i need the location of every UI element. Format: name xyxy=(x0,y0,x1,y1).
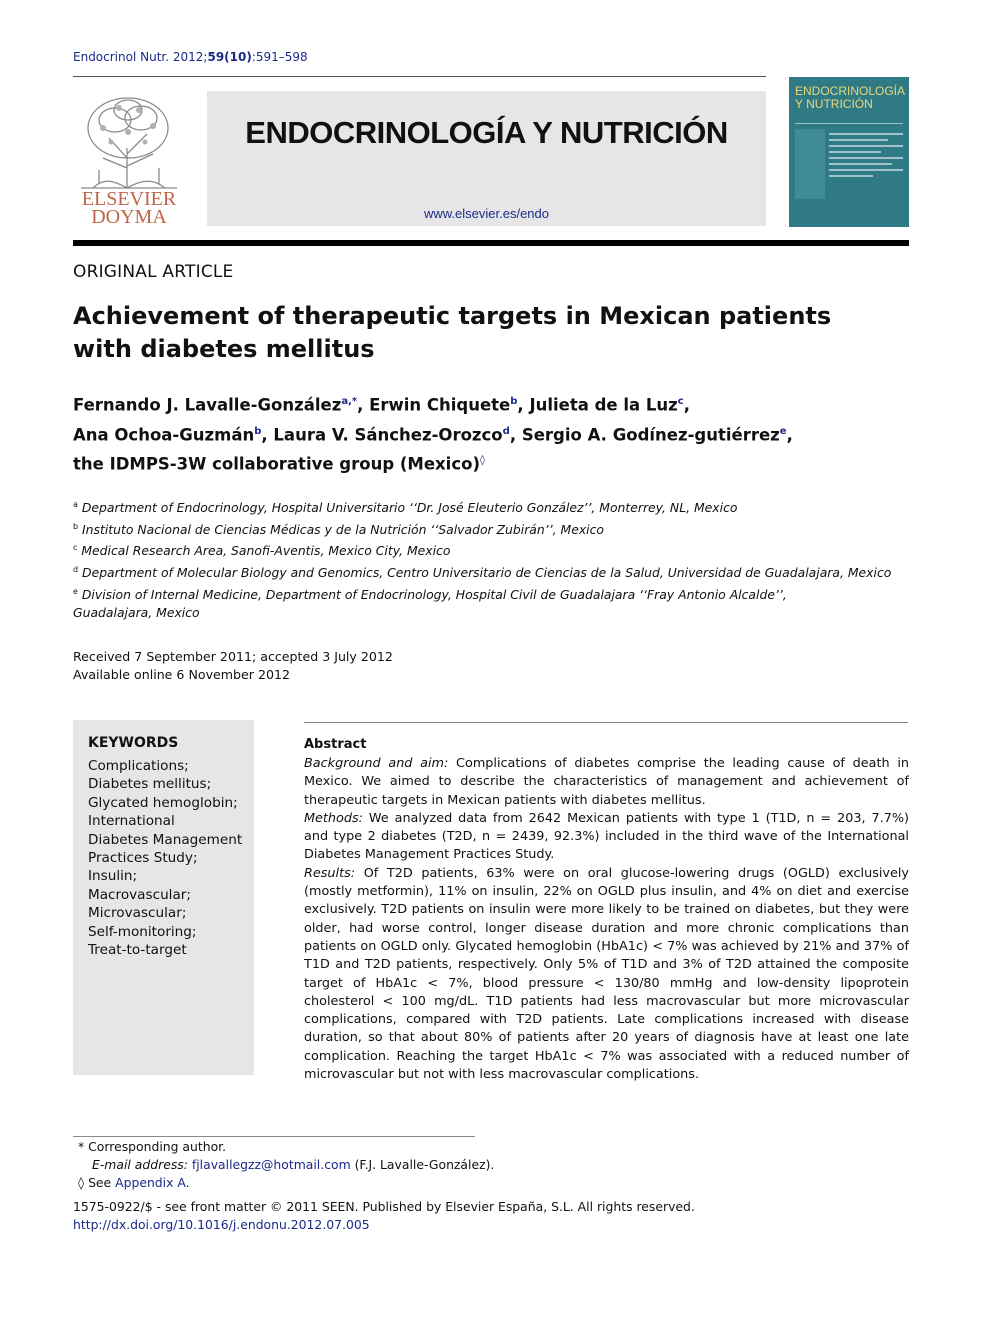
doi-link[interactable]: http://dx.doi.org/10.1016/j.endonu.2012.07.005 xyxy=(73,1217,370,1232)
keyword: Treat-to-target xyxy=(88,942,187,959)
appendix-note: ◊ See Appendix A. xyxy=(78,1175,190,1190)
affiliation-item: $^b$ Instituto Nacional de Ciencias Médicas y de la Nutrición ‘‘Salvador Zubirán’’, Mexico xyxy=(73,521,604,537)
keyword: Macrovascular; xyxy=(88,886,191,903)
keyword: Complications; xyxy=(88,758,189,774)
author-name: Fernando J. Lavalle-González xyxy=(73,395,342,415)
author-name: Sergio A. Godínez-gutiérrez xyxy=(521,425,780,444)
appendix-link[interactable]: Appendix A. xyxy=(115,1175,190,1190)
footnote-divider xyxy=(73,1136,475,1137)
journal-cover-thumbnail xyxy=(789,77,909,227)
affiliation-item: $^c$ Medical Research Area, Sanofi-Aventis, Mexico City, Mexico xyxy=(73,543,451,559)
article-title: Achievement of therapeutic targets in Mexican patients with diabetes mellitus xyxy=(73,302,832,363)
author-name: Ana Ochoa-Guzmán xyxy=(73,425,255,444)
abstract-methods: Methods: We analyzed data from 2642 Mexican patients with type 1 (T1D, n = 203, 7.7%) and type 2 diabetes (T2D, n = 2439, 92.3%) included in the third wave of the International Diabetes Management Practices Study. xyxy=(304,810,909,863)
top-divider xyxy=(73,76,766,77)
article-dates xyxy=(73,648,393,684)
keyword: Glycated hemoglobin; xyxy=(88,794,238,811)
abstract-divider xyxy=(304,722,908,723)
keyword: Practices Study; xyxy=(88,850,198,867)
available-date: Available online 6 November 2012 xyxy=(73,667,291,682)
author-name: Erwin Chiquete xyxy=(369,395,511,415)
copyright-line: 1575-0922/$ - see front matter © 2011 SEEN. Published by Elsevier España, S.L. All rights reserved. xyxy=(73,1199,695,1214)
journal-title: ENDOCRINOLOGÍA Y NUTRICIÓN xyxy=(245,115,728,150)
author-list: Fernando J. Lavalle-González$^{a,*}$, Erwin Chiquete$^b$, Julieta de la Luz$^c$, Ana Ochoa-Guzmán$^b$, Laura V. Sánchez-Orozco$^d$, Sergio A. Godínez-gutiérrez$^e$, the IDMPS-3W collaborative group (Mexico)◊ xyxy=(73,395,793,474)
appendix-mark[interactable]: ◊ xyxy=(479,455,485,466)
email-note: E-mail address: fjlavallegzz@hotmail.com (F.J. Lavalle-González). xyxy=(92,1157,495,1172)
email-link[interactable]: fjlavallegzz@hotmail.com xyxy=(191,1157,351,1172)
article-type: ORIGINAL ARTICLE xyxy=(73,262,234,282)
keyword: Insulin; xyxy=(88,868,138,885)
footnotes xyxy=(78,1138,494,1192)
affiliation-link[interactable]: d xyxy=(502,425,510,437)
affiliation-link[interactable]: a,* xyxy=(341,396,358,407)
author-name: the IDMPS-3W collaborative group (Mexico) xyxy=(73,454,480,474)
journal-banner xyxy=(207,91,766,226)
author-name: Julieta de la Luz xyxy=(529,395,678,415)
received-date: Received 7 September 2011; accepted 3 July 2012 xyxy=(73,649,393,664)
abstract-background: Background and aim: Complications of diabetes comprise the leading cause of death in Mexico. We aimed to describe the characteristics of management and achievement of therapeutic targets in Mexican patients with diabetes mellitus. xyxy=(304,756,909,808)
affiliation-link[interactable]: e xyxy=(779,425,787,437)
abstract-body xyxy=(304,755,909,1084)
keyword: Diabetes Management xyxy=(88,831,243,848)
logo-text-line: ELSEVIER xyxy=(81,188,177,210)
affiliations xyxy=(73,496,903,623)
journal-citation: Endocrinol Nutr. 2012;59(10):591–598 xyxy=(73,50,308,64)
keywords-list xyxy=(88,757,242,959)
affiliation-item: $^a$ Department of Endocrinology, Hospital Universitario ‘‘Dr. José Eleuterio González’’, Monterrey, NL, Mexico xyxy=(73,500,738,516)
keywords-box xyxy=(73,720,254,1075)
affiliation-link[interactable]: b xyxy=(510,396,518,407)
corresponding-note: * Corresponding author. xyxy=(78,1139,227,1154)
logo-text-line: DOYMA xyxy=(91,206,167,228)
elsevier-logo xyxy=(73,88,185,228)
journal-url-link[interactable]: www.elsevier.es/endo xyxy=(423,206,549,221)
abstract-heading: Abstract xyxy=(304,737,367,752)
author-name: Laura V. Sánchez-Orozco xyxy=(273,425,503,444)
keyword: International xyxy=(88,813,175,830)
keyword: Diabetes mellitus; xyxy=(88,776,212,793)
abstract-results: Results: Of T2D patients, 63% were on oral glucose-lowering drugs (OGLD) exclusively (mostly metformin), 11% on insulin, 22% on OGLD plus insulin, and 4% on diet and exercise exclusively. T2D patients on insulin were more likely to be trained on diabetes, but they were older, had worse control, longer disease duration and more chronic complications than patients on OGLD only. Glycated hemoglobin (HbA1c) < 7% was achieved by 21% and 37% of T1D and T2D patients, respectively. Only 5% of T1D and 3% of T2D attained the composite target of HbA1c < 7%, blood pressure < 130/80 mmHg and low-density lipoprotein cholesterol < 100 mg/dL. T1D patients had less macrovascular but more microvascular complications, compared with T2D patients. Late complications increased with disease duration, so that about 80% of patients after 20 years of diagnosis have at least one late complication. Reaching the target HbA1c < 7% was associated with a reduced number of microvascular but not with less macrovascular complications. xyxy=(304,865,909,1083)
affiliation-item: $^e$ Division of Internal Medicine, Department of Endocrinology, Hospital Civil de Guadalajara ‘‘Fray Antonio Alcalde’’, Guadalajara, Mexico xyxy=(73,586,787,621)
affiliation-link[interactable]: c xyxy=(677,396,684,407)
keywords-heading: KEYWORDS xyxy=(88,735,179,751)
affiliation-link[interactable]: b xyxy=(254,425,262,437)
copyright-block xyxy=(73,1198,695,1234)
keyword: Self-monitoring; xyxy=(88,923,197,940)
keyword: Microvascular; xyxy=(88,905,187,922)
header-divider xyxy=(73,240,909,246)
affiliation-item: $^d$ Department of Molecular Biology and Genomics, Centro Universitario de Ciencias de la Salud, Universidad de Guadalajara, Mexico xyxy=(73,564,892,580)
cover-title: ENDOCRINOLOGÍA Y NUTRICIÓN xyxy=(795,84,906,111)
